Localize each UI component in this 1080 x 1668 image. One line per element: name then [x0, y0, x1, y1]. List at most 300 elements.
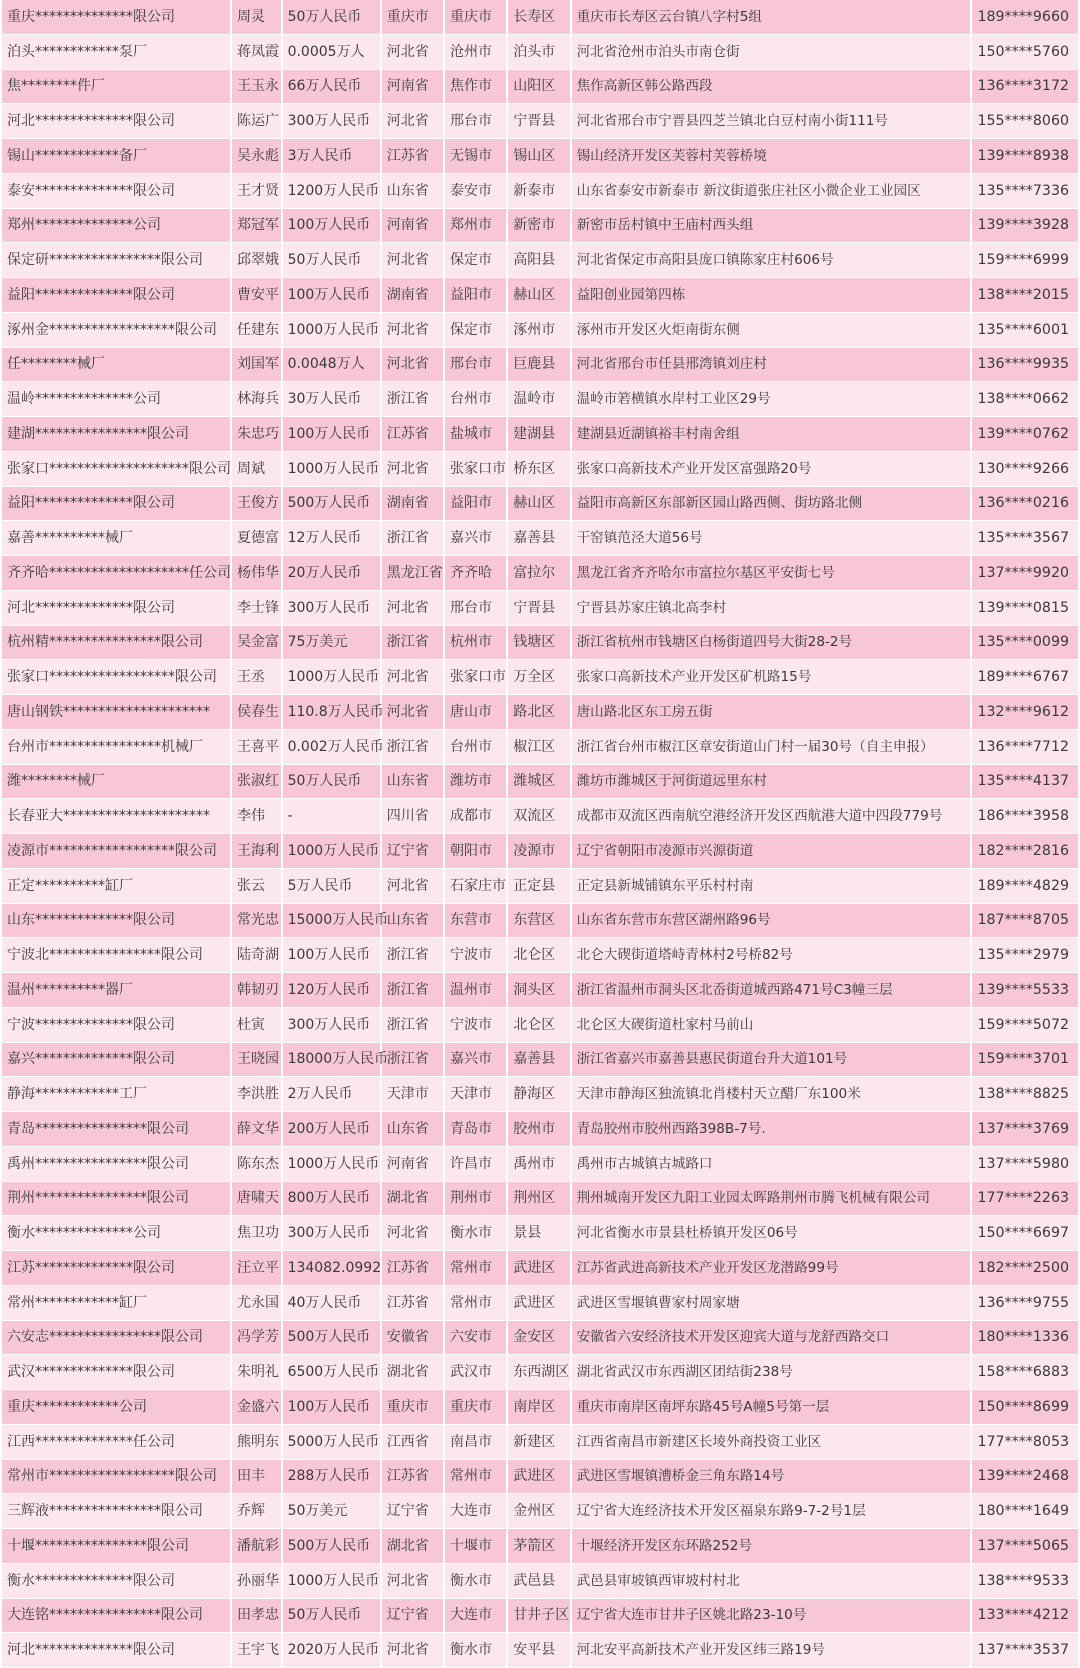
table-row	[2, 1633, 1078, 1668]
district-cell: 山阳区	[508, 70, 571, 105]
province-cell: 河北省	[382, 348, 445, 383]
address-cell: 山东省泰安市新泰市 新汶街道张庄社区小微企业工业园区	[572, 174, 973, 209]
phone-cell: 138****2015	[972, 278, 1078, 313]
company-name-cell: 温州**********器厂	[2, 973, 232, 1008]
address-cell: 天津市静海区独流镇北肖楼村天立醋厂东100米	[572, 1077, 973, 1112]
table-row	[2, 799, 1078, 834]
registered-capital-cell: 75万美元	[283, 626, 382, 661]
company-name-cell: 重庆************公司	[2, 1390, 232, 1425]
registered-capital-cell: 110.8万人民币	[283, 695, 382, 730]
legal-person-cell: 李洪胜	[232, 1077, 283, 1112]
phone-cell: 137****3537	[972, 1633, 1078, 1668]
district-cell: 甘井子区	[508, 1599, 571, 1634]
company-name-cell: 张家口******************限公司	[2, 660, 232, 695]
phone-cell: 130****9266	[972, 452, 1078, 487]
district-cell: 赫山区	[508, 487, 571, 522]
district-cell: 武进区	[508, 1460, 571, 1495]
city-cell: 衡水市	[445, 1564, 508, 1599]
phone-cell: 138****0662	[972, 382, 1078, 417]
province-cell: 河北省	[382, 1216, 445, 1251]
province-cell: 河南省	[382, 209, 445, 244]
province-cell: 河南省	[382, 70, 445, 105]
district-cell: 高阳县	[508, 243, 571, 278]
table-row	[2, 695, 1078, 730]
city-cell: 邢台市	[445, 348, 508, 383]
phone-cell: 139****3928	[972, 209, 1078, 244]
district-cell: 嘉善县	[508, 521, 571, 556]
registered-capital-cell: 100万人民币	[283, 278, 382, 313]
company-name-cell: 衡水**************公司	[2, 1216, 232, 1251]
table-row	[2, 382, 1078, 417]
legal-person-cell: 周斌	[232, 452, 283, 487]
legal-person-cell: 吴金富	[232, 626, 283, 661]
legal-person-cell: 韩韧刃	[232, 973, 283, 1008]
city-cell: 嘉兴市	[445, 1043, 508, 1078]
legal-person-cell: 王晓园	[232, 1043, 283, 1078]
district-cell: 椒江区	[508, 730, 571, 765]
phone-cell: 135****7336	[972, 174, 1078, 209]
province-cell: 安徽省	[382, 1321, 445, 1356]
company-name-cell: 嘉兴**************限公司	[2, 1043, 232, 1078]
address-cell: 河北省邢台市宁晋县四芝兰镇北白豆村南小街111号	[572, 104, 973, 139]
registered-capital-cell: 12万人民币	[283, 521, 382, 556]
city-cell: 杭州市	[445, 626, 508, 661]
province-cell: 河北省	[382, 313, 445, 348]
address-cell: 河北省衡水市景县杜桥镇开发区06号	[572, 1216, 973, 1251]
legal-person-cell: 王才贤	[232, 174, 283, 209]
province-cell: 浙江省	[382, 938, 445, 973]
phone-cell: 180****1336	[972, 1321, 1078, 1356]
phone-cell: 137****5980	[972, 1147, 1078, 1182]
phone-cell: 137****5065	[972, 1529, 1078, 1564]
address-cell: 浙江省温州市洞头区北岙街道城西路471号C3幢三层	[572, 973, 973, 1008]
district-cell: 嘉善县	[508, 1043, 571, 1078]
province-cell: 浙江省	[382, 626, 445, 661]
company-name-cell: 江西**************任公司	[2, 1425, 232, 1460]
province-cell: 湖南省	[382, 278, 445, 313]
address-cell: 涿州市开发区火炬南街东侧	[572, 313, 973, 348]
address-cell: 河北安平高新技术产业开发区纬三路19号	[572, 1633, 973, 1668]
company-name-cell: 青岛****************限公司	[2, 1112, 232, 1147]
province-cell: 河北省	[382, 869, 445, 904]
table-row	[2, 417, 1078, 452]
company-name-cell: 河北**************限公司	[2, 1633, 232, 1668]
registered-capital-cell: 50万人民币	[283, 0, 382, 35]
district-cell: 新密市	[508, 209, 571, 244]
phone-cell: 155****8060	[972, 104, 1078, 139]
registered-capital-cell: 120万人民币	[283, 973, 382, 1008]
registered-capital-cell: 15000万人民币	[283, 904, 382, 939]
table-row	[2, 730, 1078, 765]
company-name-cell: 泰安**************限公司	[2, 174, 232, 209]
district-cell: 北仑区	[508, 1008, 571, 1043]
address-cell: 北仑大碶街道塔峙青林村2号桥82号	[572, 938, 973, 973]
province-cell: 重庆市	[382, 0, 445, 35]
city-cell: 十堰市	[445, 1529, 508, 1564]
company-name-cell: 唐山钢铁*********************	[2, 695, 232, 730]
address-cell: 十堰经济开发区东环路252号	[572, 1529, 973, 1564]
legal-person-cell: 汪立平	[232, 1251, 283, 1286]
table-row	[2, 104, 1078, 139]
city-cell: 重庆市	[445, 1390, 508, 1425]
table-body	[2, 0, 1078, 1668]
phone-cell: 136****9755	[972, 1286, 1078, 1321]
province-cell: 江苏省	[382, 417, 445, 452]
table-row	[2, 1286, 1078, 1321]
address-cell: 建湖县近湖镇裕丰村南舍组	[572, 417, 973, 452]
province-cell: 江西省	[382, 1425, 445, 1460]
city-cell: 许昌市	[445, 1147, 508, 1182]
district-cell: 锡山区	[508, 139, 571, 174]
district-cell: 万全区	[508, 660, 571, 695]
phone-cell: 139****2468	[972, 1460, 1078, 1495]
province-cell: 河北省	[382, 695, 445, 730]
table-row	[2, 1321, 1078, 1356]
legal-person-cell: 王俊方	[232, 487, 283, 522]
table-row	[2, 209, 1078, 244]
legal-person-cell: 蒋凤霞	[232, 35, 283, 70]
address-cell: 益阳创业园第四栋	[572, 278, 973, 313]
address-cell: 北仑区大碶街道杜家村马前山	[572, 1008, 973, 1043]
address-cell: 荆州城南开发区九阳工业园太晖路荆州市腾飞机械有限公司	[572, 1182, 973, 1217]
address-cell: 益阳市高新区东部新区园山路西侧、街坊路北侧	[572, 487, 973, 522]
company-name-cell: 齐齐哈********************任公司	[2, 556, 232, 591]
province-cell: 浙江省	[382, 1043, 445, 1078]
address-cell: 潍坊市潍城区于河街道远里东村	[572, 765, 973, 800]
district-cell: 金安区	[508, 1321, 571, 1356]
phone-cell: 135****4137	[972, 765, 1078, 800]
legal-person-cell: 王喜平	[232, 730, 283, 765]
district-cell: 宁晋县	[508, 104, 571, 139]
registered-capital-cell: -	[283, 799, 382, 834]
address-cell: 禹州市古城镇古城路口	[572, 1147, 973, 1182]
legal-person-cell: 杨伟华	[232, 556, 283, 591]
company-name-cell: 常州************缸厂	[2, 1286, 232, 1321]
company-name-cell: 宁波北****************限公司	[2, 938, 232, 973]
table-row	[2, 1182, 1078, 1217]
legal-person-cell: 林海兵	[232, 382, 283, 417]
table-row	[2, 1216, 1078, 1251]
registered-capital-cell: 18000万人民币	[283, 1043, 382, 1078]
province-cell: 天津市	[382, 1077, 445, 1112]
address-cell: 焦作高新区韩公路西段	[572, 70, 973, 105]
legal-person-cell: 吴永彪	[232, 139, 283, 174]
phone-cell: 138****9533	[972, 1564, 1078, 1599]
district-cell: 武进区	[508, 1251, 571, 1286]
phone-cell: 136****9935	[972, 348, 1078, 383]
registered-capital-cell: 30万人民币	[283, 382, 382, 417]
company-name-cell: 益阳**************限公司	[2, 487, 232, 522]
legal-person-cell: 刘国军	[232, 348, 283, 383]
registered-capital-cell: 300万人民币	[283, 1216, 382, 1251]
province-cell: 湖北省	[382, 1182, 445, 1217]
phone-cell: 135****6001	[972, 313, 1078, 348]
address-cell: 正定县新城铺镇东平乐村村南	[572, 869, 973, 904]
phone-cell: 182****2500	[972, 1251, 1078, 1286]
table-row	[2, 1147, 1078, 1182]
district-cell: 东营区	[508, 904, 571, 939]
registered-capital-cell: 0.0005万人	[283, 35, 382, 70]
table-row	[2, 1390, 1078, 1425]
address-cell: 湖北省武汉市东西湖区团结街238号	[572, 1355, 973, 1390]
city-cell: 沧州市	[445, 35, 508, 70]
address-cell: 张家口高新技术产业开发区富强路20号	[572, 452, 973, 487]
address-cell: 干窑镇范泾大道56号	[572, 521, 973, 556]
address-cell: 青岛胶州市胶州西路398B-7号.	[572, 1112, 973, 1147]
district-cell: 赫山区	[508, 278, 571, 313]
address-cell: 浙江省台州市椒江区章安街道山门村一届30号（自主申报）	[572, 730, 973, 765]
legal-person-cell: 周灵	[232, 0, 283, 35]
city-cell: 张家口市	[445, 660, 508, 695]
city-cell: 邢台市	[445, 104, 508, 139]
table-row	[2, 70, 1078, 105]
legal-person-cell: 常光忠	[232, 904, 283, 939]
legal-person-cell: 陈运广	[232, 104, 283, 139]
district-cell: 建湖县	[508, 417, 571, 452]
table-row	[2, 938, 1078, 973]
address-cell: 温岭市箬横镇水岸村工业区29号	[572, 382, 973, 417]
city-cell: 衡水市	[445, 1633, 508, 1668]
company-name-cell: 常州市******************限公司	[2, 1460, 232, 1495]
company-name-cell: 大连铭****************限公司	[2, 1599, 232, 1634]
address-cell: 武邑县审坡镇西审坡村村北	[572, 1564, 973, 1599]
legal-person-cell: 孙丽华	[232, 1564, 283, 1599]
address-cell: 河北省保定市高阳县庞口镇陈家庄村606号	[572, 243, 973, 278]
district-cell: 钱塘区	[508, 626, 571, 661]
phone-cell: 135****0099	[972, 626, 1078, 661]
legal-person-cell: 王玉永	[232, 70, 283, 105]
address-cell: 安徽省六安经济技术开发区迎宾大道与龙舒西路交口	[572, 1321, 973, 1356]
legal-person-cell: 邱翠娥	[232, 243, 283, 278]
registered-capital-cell: 3万人民币	[283, 139, 382, 174]
phone-cell: 150****8699	[972, 1390, 1078, 1425]
province-cell: 河北省	[382, 452, 445, 487]
district-cell: 洞头区	[508, 973, 571, 1008]
phone-cell: 139****0815	[972, 591, 1078, 626]
address-cell: 锡山经济开发区芙蓉村芙蓉桥境	[572, 139, 973, 174]
registered-capital-cell: 500万人民币	[283, 1321, 382, 1356]
company-name-cell: 静海************工厂	[2, 1077, 232, 1112]
legal-person-cell: 田丰	[232, 1460, 283, 1495]
address-cell: 江西省南昌市新建区长堎外商投资工业区	[572, 1425, 973, 1460]
district-cell: 荆州区	[508, 1182, 571, 1217]
company-name-cell: 衡水**************限公司	[2, 1564, 232, 1599]
address-cell: 江苏省武进高新技术产业开发区龙潜路99号	[572, 1251, 973, 1286]
address-cell: 重庆市长寿区云台镇八字村5组	[572, 0, 973, 35]
legal-person-cell: 唐啸天	[232, 1182, 283, 1217]
registered-capital-cell: 50万美元	[283, 1494, 382, 1529]
district-cell: 新建区	[508, 1425, 571, 1460]
registered-capital-cell: 5万人民币	[283, 869, 382, 904]
district-cell: 泊头市	[508, 35, 571, 70]
company-name-cell: 杭州精****************限公司	[2, 626, 232, 661]
province-cell: 江苏省	[382, 1286, 445, 1321]
company-name-cell: 重庆**************限公司	[2, 0, 232, 35]
table-row	[2, 521, 1078, 556]
company-name-cell: 凌源市******************限公司	[2, 834, 232, 869]
city-cell: 保定市	[445, 313, 508, 348]
company-name-cell: 台州市****************机械厂	[2, 730, 232, 765]
province-cell: 河北省	[382, 660, 445, 695]
legal-person-cell: 朱明礼	[232, 1355, 283, 1390]
address-cell: 武进区雪堰镇漕桥金三角东路14号	[572, 1460, 973, 1495]
province-cell: 浙江省	[382, 521, 445, 556]
registered-capital-cell: 100万人民币	[283, 1390, 382, 1425]
registered-capital-cell: 1000万人民币	[283, 660, 382, 695]
company-name-cell: 河北**************限公司	[2, 104, 232, 139]
province-cell: 河南省	[382, 1147, 445, 1182]
registered-capital-cell: 40万人民币	[283, 1286, 382, 1321]
company-name-cell: 宁波**************限公司	[2, 1008, 232, 1043]
legal-person-cell: 冯学芳	[232, 1321, 283, 1356]
table-row	[2, 834, 1078, 869]
table-row	[2, 487, 1078, 522]
table-row	[2, 243, 1078, 278]
address-cell: 辽宁省大连经济技术开发区福泉东路9-7-2号1层	[572, 1494, 973, 1529]
province-cell: 湖北省	[382, 1355, 445, 1390]
district-cell: 安平县	[508, 1633, 571, 1668]
phone-cell: 139****8938	[972, 139, 1078, 174]
legal-person-cell: 田孝忠	[232, 1599, 283, 1634]
phone-cell: 136****0216	[972, 487, 1078, 522]
legal-person-cell: 陈东杰	[232, 1147, 283, 1182]
city-cell: 朝阳市	[445, 834, 508, 869]
phone-cell: 135****3567	[972, 521, 1078, 556]
province-cell: 浙江省	[382, 1008, 445, 1043]
legal-person-cell: 郑冠军	[232, 209, 283, 244]
phone-cell: 158****6883	[972, 1355, 1078, 1390]
address-cell: 黑龙江省齐齐哈尔市富拉尔基区平安街七号	[572, 556, 973, 591]
legal-person-cell: 朱忠巧	[232, 417, 283, 452]
company-name-cell: 建湖****************限公司	[2, 417, 232, 452]
district-cell: 新泰市	[508, 174, 571, 209]
legal-person-cell: 侯春生	[232, 695, 283, 730]
registered-capital-cell: 5000万人民币	[283, 1425, 382, 1460]
province-cell: 江苏省	[382, 1460, 445, 1495]
table-row	[2, 174, 1078, 209]
phone-cell: 177****8053	[972, 1425, 1078, 1460]
registered-capital-cell: 20万人民币	[283, 556, 382, 591]
legal-person-cell: 王海利	[232, 834, 283, 869]
registered-capital-cell: 500万人民币	[283, 487, 382, 522]
legal-person-cell: 熊明东	[232, 1425, 283, 1460]
province-cell: 浙江省	[382, 730, 445, 765]
city-cell: 郑州市	[445, 209, 508, 244]
city-cell: 台州市	[445, 382, 508, 417]
address-cell: 辽宁省大连市甘井子区姚北路23-10号	[572, 1599, 973, 1634]
phone-cell: 159****5072	[972, 1008, 1078, 1043]
district-cell: 武进区	[508, 1286, 571, 1321]
company-name-cell: 十堰****************限公司	[2, 1529, 232, 1564]
registered-capital-cell: 1000万人民币	[283, 1564, 382, 1599]
city-cell: 重庆市	[445, 0, 508, 35]
company-name-cell: 禹州****************限公司	[2, 1147, 232, 1182]
city-cell: 东营市	[445, 904, 508, 939]
province-cell: 湖北省	[382, 1529, 445, 1564]
city-cell: 益阳市	[445, 278, 508, 313]
city-cell: 张家口市	[445, 452, 508, 487]
city-cell: 盐城市	[445, 417, 508, 452]
table-row	[2, 1251, 1078, 1286]
registered-capital-cell: 800万人民币	[283, 1182, 382, 1217]
legal-person-cell: 薛文华	[232, 1112, 283, 1147]
phone-cell: 133****4212	[972, 1599, 1078, 1634]
district-cell: 双流区	[508, 799, 571, 834]
phone-cell: 150****5760	[972, 35, 1078, 70]
registered-capital-cell: 300万人民币	[283, 1008, 382, 1043]
city-cell: 天津市	[445, 1077, 508, 1112]
legal-person-cell: 杜寅	[232, 1008, 283, 1043]
company-name-cell: 嘉善**********械厂	[2, 521, 232, 556]
table-row	[2, 1425, 1078, 1460]
district-cell: 富拉尔	[508, 556, 571, 591]
phone-cell: 136****7712	[972, 730, 1078, 765]
city-cell: 邢台市	[445, 591, 508, 626]
company-name-cell: 温岭**************公司	[2, 382, 232, 417]
phone-cell: 137****3769	[972, 1112, 1078, 1147]
province-cell: 辽宁省	[382, 834, 445, 869]
phone-cell: 136****3172	[972, 70, 1078, 105]
phone-cell: 132****9612	[972, 695, 1078, 730]
district-cell: 南岸区	[508, 1390, 571, 1425]
district-cell: 凌源市	[508, 834, 571, 869]
registered-capital-cell: 0.0048万人	[283, 348, 382, 383]
registered-capital-cell: 1000万人民币	[283, 452, 382, 487]
table-row	[2, 0, 1078, 35]
province-cell: 河北省	[382, 1564, 445, 1599]
registered-capital-cell: 2万人民币	[283, 1077, 382, 1112]
company-name-cell: 锡山************备厂	[2, 139, 232, 174]
company-table	[2, 0, 1078, 1668]
table-row	[2, 626, 1078, 661]
province-cell: 黑龙江省	[382, 556, 445, 591]
phone-cell: 139****5533	[972, 973, 1078, 1008]
registered-capital-cell: 50万人民币	[283, 243, 382, 278]
legal-person-cell: 金盛六	[232, 1390, 283, 1425]
registered-capital-cell: 100万人民币	[283, 938, 382, 973]
company-name-cell: 三辉液****************限公司	[2, 1494, 232, 1529]
registered-capital-cell: 6500万人民币	[283, 1355, 382, 1390]
table-row	[2, 1112, 1078, 1147]
company-name-cell: 武汉**************限公司	[2, 1355, 232, 1390]
address-cell: 唐山路北区东工房五街	[572, 695, 973, 730]
table-row	[2, 452, 1078, 487]
legal-person-cell: 尤永国	[232, 1286, 283, 1321]
address-cell: 山东省东营市东营区湖州路96号	[572, 904, 973, 939]
district-cell: 潍城区	[508, 765, 571, 800]
district-cell: 桥东区	[508, 452, 571, 487]
legal-person-cell: 李士锋	[232, 591, 283, 626]
registered-capital-cell: 50万人民币	[283, 1599, 382, 1634]
district-cell: 宁晋县	[508, 591, 571, 626]
table-row	[2, 1043, 1078, 1078]
table-row	[2, 869, 1078, 904]
city-cell: 大连市	[445, 1599, 508, 1634]
province-cell: 重庆市	[382, 1390, 445, 1425]
table-row	[2, 1355, 1078, 1390]
province-cell: 河北省	[382, 591, 445, 626]
table-row	[2, 591, 1078, 626]
registered-capital-cell: 2020万人民币	[283, 1633, 382, 1668]
province-cell: 四川省	[382, 799, 445, 834]
address-cell: 浙江省杭州市钱塘区白杨街道四号大街28-2号	[572, 626, 973, 661]
address-cell: 浙江省嘉兴市嘉善县惠民街道台升大道101号	[572, 1043, 973, 1078]
company-name-cell: 益阳**************限公司	[2, 278, 232, 313]
table-row	[2, 278, 1078, 313]
phone-cell: 150****6697	[972, 1216, 1078, 1251]
legal-person-cell: 焦卫功	[232, 1216, 283, 1251]
province-cell: 山东省	[382, 904, 445, 939]
